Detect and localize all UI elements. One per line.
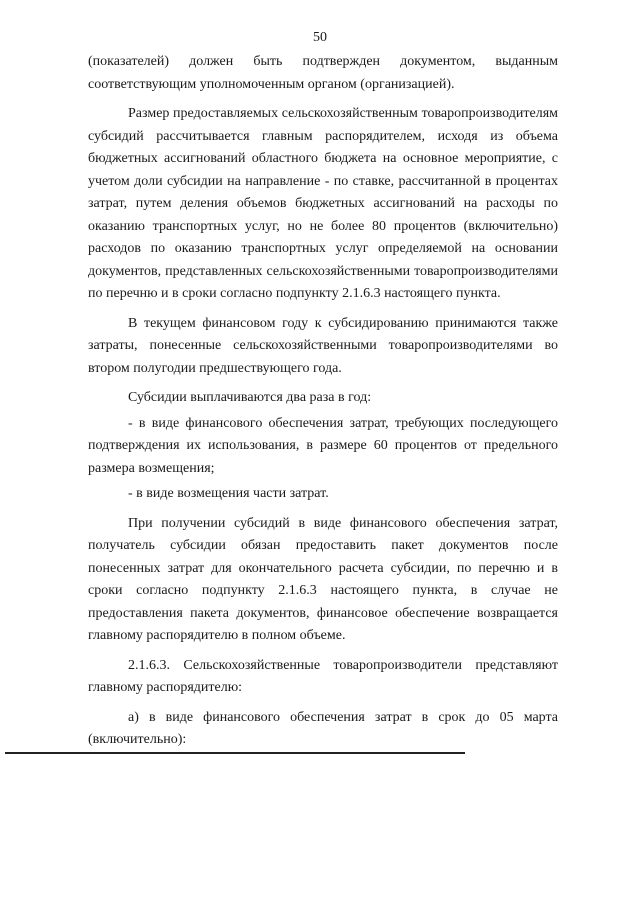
page-number: 50 bbox=[313, 30, 327, 45]
list-item-reimbursement: - в виде возмещения части затрат. bbox=[128, 486, 329, 501]
list-item-financial-support: - в виде финансового обеспечения затрат, требующих последующего подтверждения их использования, в размере 60 процентов от предельного размера возмещения; bbox=[88, 415, 558, 476]
paragraph-document-package: При получении субсидий в виде финансового обеспечения затрат, получатель субсидии обязан предоставить пакет документов после понесенных затрат для окончательного расчета субсидии, по перечню и в сроки согласно подпункту 2.1.6.3 настоящего пункта, в случае не предоставления пакета документов, финансовое обеспечение возвращается главному распорядителю в полном объеме. bbox=[88, 515, 558, 643]
document-body bbox=[88, 51, 558, 759]
paragraph-subsidy-size: Размер предоставляемых сельскохозяйственным товаропроизводителям субсидий рассчитывается главным распорядителем, исходя из объема бюджетных ассигнований областного бюджета на основное мероприятие, с учетом доли субсидии на направление - по ставке, рассчитанной в процентах затрат, путем деления объемов бюджетных ассигнований на расходы по оказанию транспортных услуг, но не более 80 процентов (включительно) расходов по оказанию транспортных услуг определяемой на основании документов, представленных сельскохозяйственными товаропроизводителями по перечню и в сроки согласно подпункту 2.1.6.3 настоящего пункта. bbox=[88, 106, 558, 301]
paragraph-previous-year-costs: В текущем финансовом году к субсидированию принимаются также затраты, понесенные сельскохозяйственными товаропроизводителями во втором полугодии предшествующего года. bbox=[88, 315, 558, 376]
paragraph-confirmation-document: (показателей) должен быть подтвержден документом, выданным соответствующим уполномоченным органом (организацией). bbox=[88, 54, 558, 92]
paragraph-section-2-1-6-3: 2.1.6.3. Сельскохозяйственные товаропроизводители представляют главному распорядителю: bbox=[88, 657, 558, 695]
paragraph-payment-frequency: Субсидии выплачиваются два раза в год: bbox=[128, 390, 372, 405]
paragraph-item-a: а) в виде финансового обеспечения затрат в срок до 05 марта (включительно): bbox=[88, 709, 558, 747]
footer-divider bbox=[5, 752, 465, 754]
